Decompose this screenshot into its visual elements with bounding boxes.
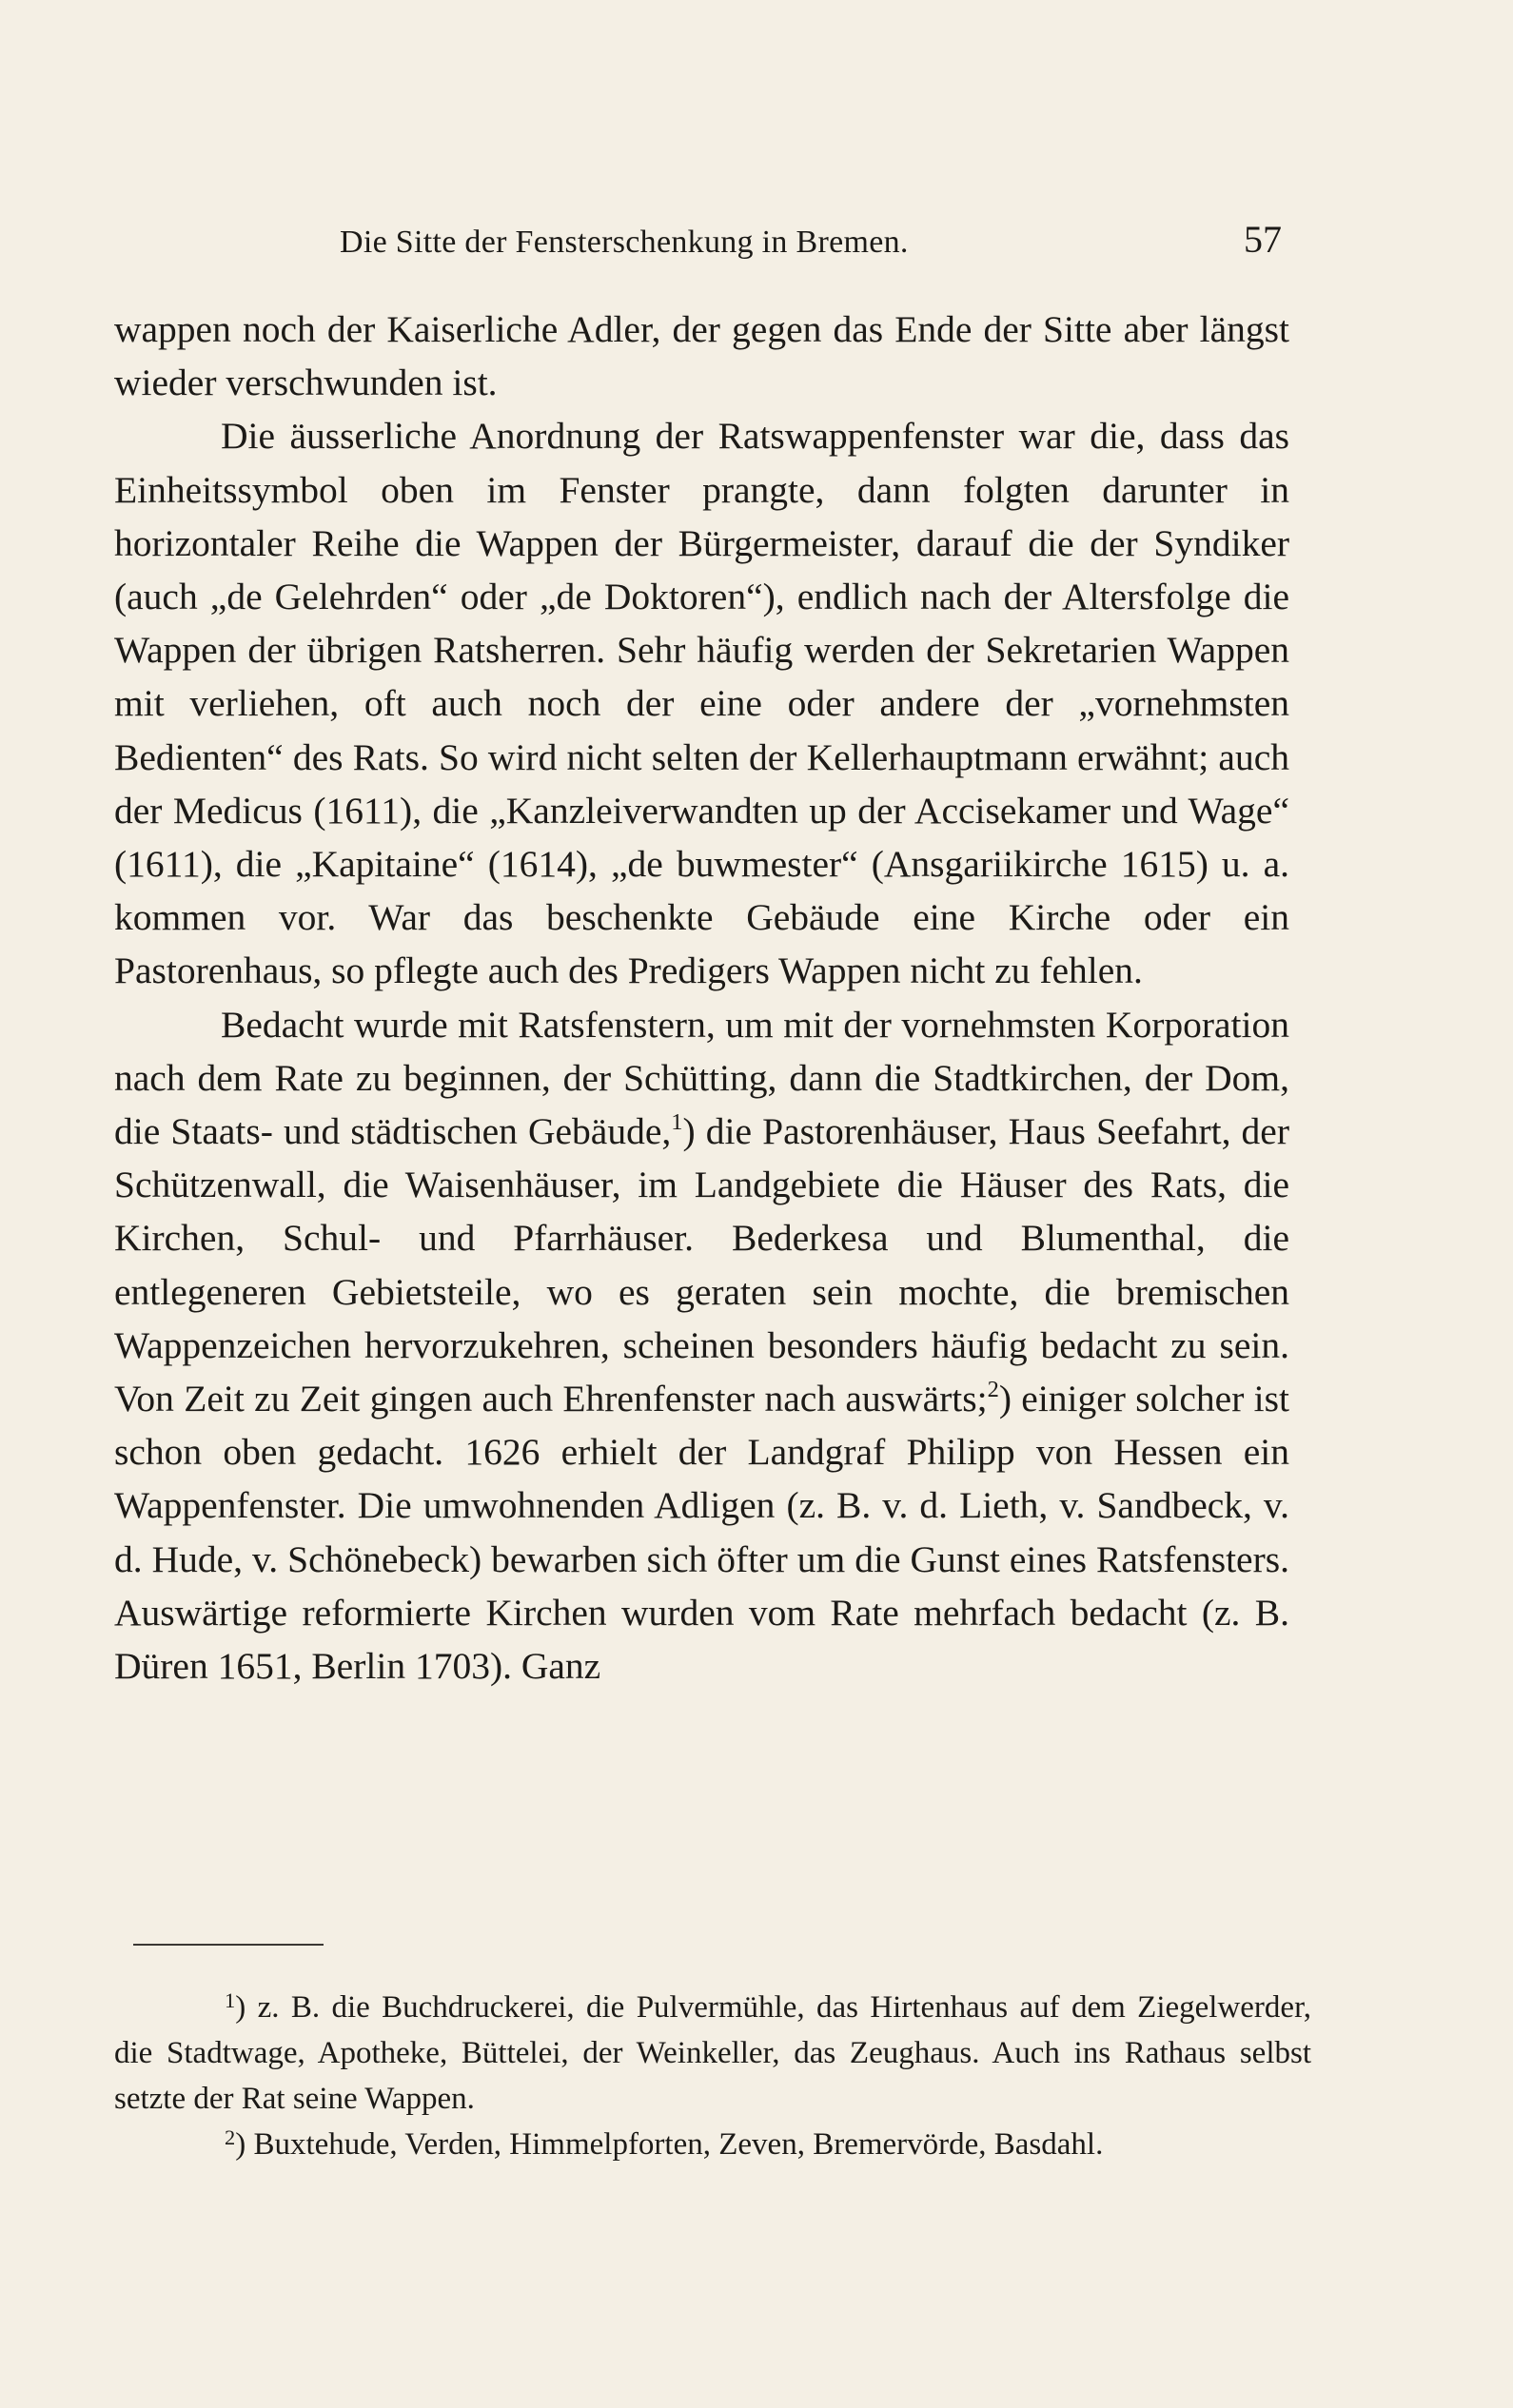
footnote-1-mark: 1: [225, 1987, 236, 2012]
footnote-1-text: ) z. B. die Buchdruckerei, die Pulvermühle, das Hirtenhaus auf dem Ziegelwerder, die Stadtwage, Apotheke, Büttelei, der Weinkeller, das Zeughaus. Auch ins Rathaus selbst setzte der Rat seine Wappen.: [114, 1990, 1311, 2116]
page-number: 57: [1244, 218, 1282, 261]
body-text: [114, 303, 1289, 1693]
footnote-ref-1[interactable]: 1: [671, 1108, 683, 1135]
running-title: Die Sitte der Fensterschenkung in Bremen.: [340, 225, 909, 260]
running-head: [340, 217, 1282, 274]
footnotes: [114, 1985, 1311, 2167]
paragraph-3-text-a: Bedacht wurde mit Ratsfenstern, um mit der vornehmsten Korporation nach dem Rate zu beginnen, der Schütting, dann die Stadtkirchen, der Dom, die Staats- und städtischen Gebäude,: [114, 1003, 1289, 1153]
paragraph-2: [114, 409, 1289, 997]
footnote-2-mark: 2: [225, 2124, 236, 2149]
footnote-2-text: ) Buxtehude, Verden, Himmelpforten, Zeven, Bremervörde, Basdahl.: [235, 2127, 1104, 2162]
paragraph-2-text: Die äusserliche Anordnung der Ratswappenfenster war die, dass das Einheitssymbol oben im Fenster prangte, dann folgten darunter in horizontaler Reihe die Wappen der Bürgermeister, darauf die der Syndiker (auch „de Gelehrden“ oder „de Doktoren“), endlich nach der Altersfolge die Wappen der übrigen Ratsherren. Sehr häufig werden der Sekretarien Wappen mit verliehen, oft auch noch der eine oder andere der „vornehmsten Bedienten“ des Rats. So wird nicht selten der Kellerhauptmann erwähnt; auch der Medicus (1611), die „Kanzleiverwandten up der Accisekamer und Wage“ (1611), die „Kapitaine“ (1614), „de buwmester“ (Ansgariikirche 1615) u. a. kommen vor. War das beschenkte Gebäude eine Kirche oder ein Pastorenhaus, so pflegte auch des Predigers Wappen nicht zu fehlen.: [114, 415, 1289, 992]
footnote-divider: [133, 1944, 324, 1946]
footnote-2: [114, 2122, 1311, 2167]
paragraph-1-text: wappen noch der Kaiserliche Adler, der gegen das Ende der Sitte aber längst wieder verschwunden ist.: [114, 308, 1289, 404]
paragraph-1: [114, 303, 1289, 409]
paragraph-3: [114, 998, 1289, 1693]
footnote-1: [114, 1985, 1311, 2122]
footnote-ref-2[interactable]: 2: [987, 1376, 999, 1402]
paragraph-3-text-c: ) einiger solcher ist schon oben gedacht. 1626 erhielt der Landgraf Philipp von Hessen ein Wappenfenster. Die umwohnenden Adligen (z. B. v. d. Lieth, v. Sandbeck, v. d. Hude, v. Schönebeck) bewarben sich öfter um die Gunst eines Ratsfensters. Auswärtige reformierte Kirchen wurden vom Rate mehrfach bedacht (z. B. Düren 1651, Berlin 1703). Ganz: [114, 1378, 1289, 1688]
paragraph-3-text-b: ) die Pastorenhäuser, Haus Seefahrt, der Schützenwall, die Waisenhäuser, im Landgebiete die Häuser des Rats, die Kirchen, Schul- und Pfarrhäuser. Bederkesa und Blumenthal, die entlegeneren Gebietsteile, wo es geraten sein mochte, die bremischen Wappenzeichen hervorzukehren, scheinen besonders häufig bedacht zu sein. Von Zeit zu Zeit gingen auch Ehrenfenster nach auswärts;: [114, 1110, 1289, 1420]
